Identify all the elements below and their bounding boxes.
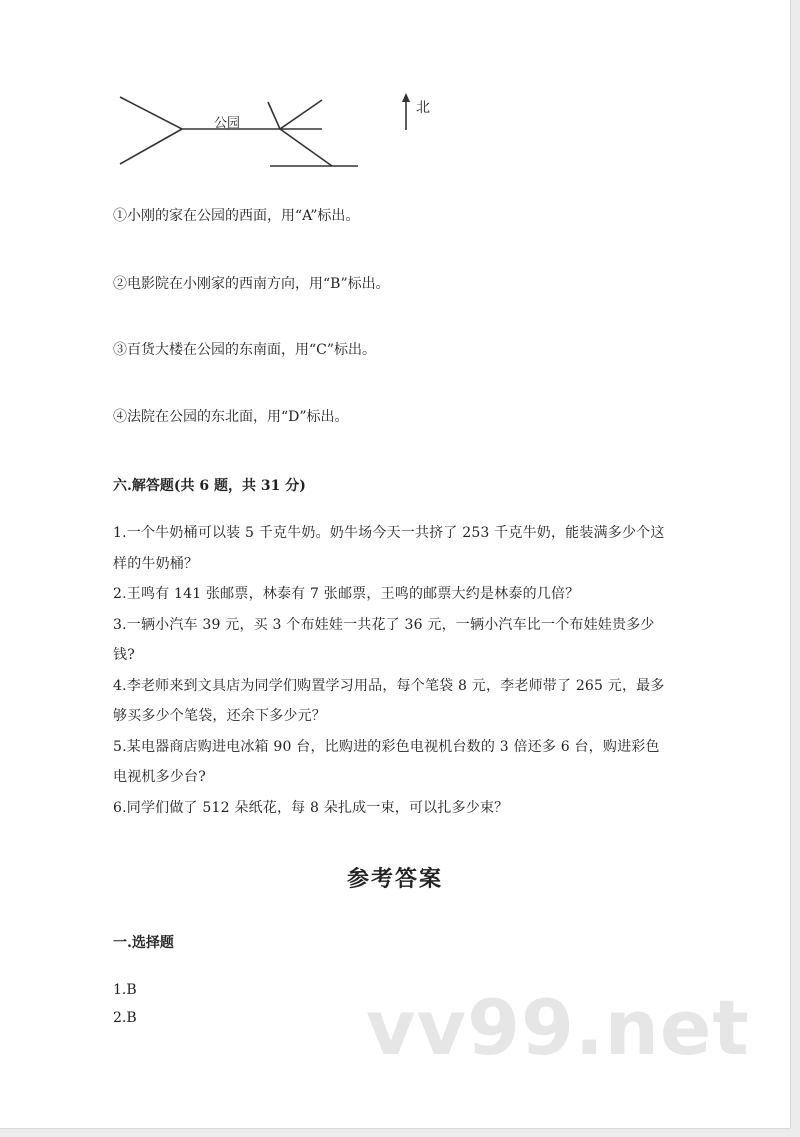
problem-item: 6.同学们做了 512 朵纸花，每 8 朵扎成一束，可以扎多少束？ — [113, 799, 509, 816]
watermark: vv99.net — [366, 983, 750, 1072]
answers-title: 参考答案 — [346, 866, 443, 892]
park-label: 公园 — [214, 116, 241, 131]
problem-item: 2.王鸣有 141 张邮票，林泰有 7 张邮票，王鸣的邮票大约是林泰的几倍？ — [113, 586, 580, 602]
answer-item: 1.B — [113, 982, 137, 998]
north-arrow-icon — [402, 93, 410, 130]
north-label: 北 — [416, 100, 430, 116]
problem-item: 1.一个牛奶桶可以装 5 千克牛奶。奶牛场今天一共挤了 253 千克牛奶，能装满多少个这样的牛奶桶？ — [113, 525, 665, 572]
map-drawing — [110, 88, 450, 178]
locate-item-c: ③百货大楼在公园的东南面，用“C”标出。 — [113, 342, 377, 358]
answer-item: 2.B — [113, 1010, 137, 1026]
locate-item-a: ①小刚的家在公园的西面，用“A”标出。 — [113, 208, 360, 224]
answers-section-one-title: 一.选择题 — [113, 935, 174, 951]
locate-item-b: ②电影院在小刚家的西南方向，用“B”标出。 — [113, 276, 390, 292]
locate-item-d: ④法院在公园的东北面，用“D”标出。 — [113, 409, 349, 425]
problem-item: 4.李老师来到文具店为同学们购置学习用品，每个笔袋 8 元，李老师带了 265 元，最多够买多少个笔袋，还余下多少元？ — [113, 677, 665, 724]
park-map-diagram — [110, 88, 450, 178]
problem-item: 5.某电器商店购进电冰箱 90 台，比购进的彩色电视机台数的 3 倍还多 6 台，购进彩色电视机多少台? — [113, 738, 660, 785]
problem-item: 3.一辆小汽车 39 元，买 3 个布娃娃一共花了 36 元，一辆小汽车比一个布娃娃贵多少钱? — [113, 616, 655, 663]
section-six-title: 六.解答题(共 6 题，共 31 分) — [113, 478, 306, 494]
problem-list — [113, 518, 673, 823]
